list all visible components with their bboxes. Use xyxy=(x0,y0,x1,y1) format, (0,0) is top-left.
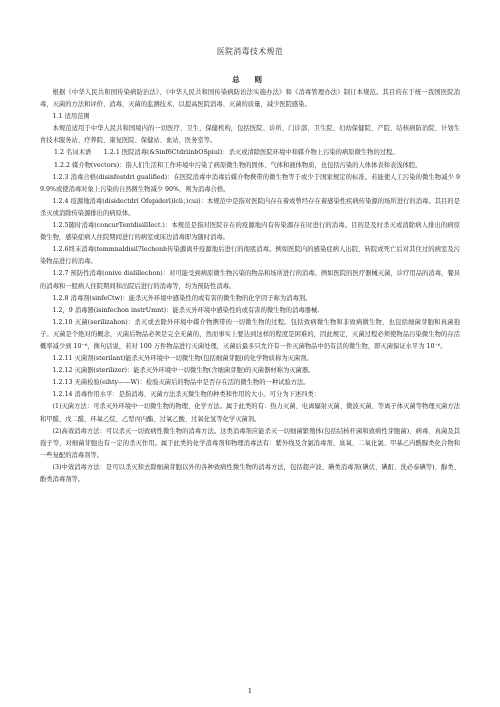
definition-1-2-7: 1.2.7 预防性消毒(onive dislillechon)：对可能受到病原微生物污染的物品和场所进行的消毒。例如医院的医疗器械灭菌，诊疗用品的消毒，餐具的消毒和一般病人住院期间和出院后进行的消毒等，均为预防性消毒。 xyxy=(40,270,460,290)
definition-1-2-14: 1.2.14 消毒作用水平：是指消毒、灭菌方法杀灭微生物的种类和作用的大小。可分为下述四类： xyxy=(52,391,321,399)
method-high-level: (2)高效消毒方法：可以杀灭一切致病性微生物的消毒方法。这类消毒剂应能杀灭一切细菌繁殖体(包括结核杆菌和致病性芽胞菌)、病毒、真菌及其孢子等，对细菌芽胞也有一定的杀灭作用。属于此类的化学消毒剂和物理消毒法有：紫外线及含氯消毒剂、臭氧、二氧化氯、甲基乙内酰脲类化合物和一些复配的消毒剂等。 xyxy=(40,427,460,459)
definition-1-2-1: 1.2 名词术语 1.2.1 医院消毒(&Sinf6CtdriinbOSpiul)：杀灭或清除医院环境中和媒介物上污染的病原微生物的过程。 xyxy=(54,149,399,157)
definition-1-2-4: 1.2.4 疫源地消毒(disidectdri Ofepiderl)lcli；)cui)：本规范中是指对医院内存在着或曾经存在着感染性疾病传染源的场所进行的消毒。其目的是杀灭或消除传染源排出的病原体。 xyxy=(40,197,460,217)
definition-1-2-8: 1.2.8 消毒剂(sinfeCtw)：能杀灭外环境中感染性的或有害的微生物的化学因子称为消毒剂。 xyxy=(52,294,312,302)
intro-paragraph: 根据《中华人民共和国传染病防治法》、《中华人民共和国传染病防治法实施办法》和《消毒管理办法》制订本规范。其目的在于统一我国医院消毒，灭菌的方法和评价、消毒、灭菌的监测技术，以提高医院消毒、灭菌的质量，减少医院感染。 xyxy=(40,89,460,109)
scope-paragraph: 本规范适用于中华人民共和国境内的一切医疗、卫生、保健机构，包括医院、诊所、门诊部、卫生院、妇幼保健院、产院、结核病防治院、计划生育技术服务站、疗养院、康复医院、保健站、血站、医务室等。 xyxy=(40,125,460,145)
document-body xyxy=(40,87,460,486)
definition-1-2-13: 1.2.13 无菌检验(eihty——W)：检验灭菌后的物品中是否存在活的微生物的一种试验方法。 xyxy=(52,379,310,387)
page-number: 1 xyxy=(247,687,253,695)
document-title: 医院消毒技术规范 xyxy=(216,47,284,56)
definition-1-2-9: 1.2，9 消毒器(isinfechon instrUmnt)：能杀灭外环境中感染性的或有害的微生物的消毒器械. xyxy=(52,306,320,314)
definition-1-2-6: 1.2.6终末消毒(temmnaldisil7lechonh传染源离开疫源地后进行的彻底消毒。例如医院内的感染症病人出院、转院或死亡后对其住过的病室及污染物品进行的消毒。 xyxy=(40,246,460,266)
section-heading: 总 则 xyxy=(232,75,268,84)
definition-1-2-10: 1.2.10 灭菌(serilizahon)：杀灭或去除外环境中媒介物携带的一切微生物的过程。包括致病微生物和非致病微生物，也包括细菌芽胞和真菌孢子。灭菌是个绝对的概念，灭菌后物品必须是完全无菌的，然而事实上要达到这样的程度是困难的，因此规定，灭菌过程必须使物品污染微生物的存活概率减少到 10⁻⁶，换句话说，若对 100 万件物品进行灭菌处理，灭菌后最多只允许有一件灭菌物品中仍有活的微生物，即灭菌保证水平为 10⁻⁶。 xyxy=(40,318,460,350)
definition-1-2-5: 1.2.5随时消毒(concurTentdisillIect.)：本规范是指对医院存在的疫源地内有传染源存在时进行的消毒。目的是及时杀灭或消除病人排出的病原微生物，感染症病人住院期间进行的病室或床边消毒即为随时消毒。 xyxy=(40,222,460,242)
method-intermediate-level: (3)中效消毒方法：是可以杀灭和去除细菌芽胞以外的各种致病性微生物的消毒方法，包括超声波、碘类消毒剂(碘伏、碘酊、洗必泰碘等)、醇类、酚类消毒剂等。 xyxy=(40,463,460,483)
definition-1-2-11: 1.2.11 灭菌剂(sterilant)能杀灭外环境中一切微生物(包括细菌芽胞)的化学物质称为灭菌剂。 xyxy=(52,355,313,363)
method-sterilization: (1)灭菌方法：可杀灭外环境中一切微生物的物理、化学方法。属于此类的有：热力灭菌、电离辐射灭菌、微波灭菌、等离子体灭菌等物理灭菌方法和甲醛、戊二醛、环氧乙烷、乙型丙内酯、过氧乙酸、过氧化氢等化学灭菌剂。 xyxy=(40,403,460,423)
definition-1-2-3: 1.2.3 消毒合格(disinfestdri gualified)：在医院消毒中消毒后媒介物携带的微生物等于或少于国家规定的标准。若能使人工污染的微生物减少 99.9%或使消毒对象上污染的自然微生物减少 90%，则为消毒合格。 xyxy=(40,173,460,193)
section-1-1-heading: 1.1 适用范围 xyxy=(52,113,90,121)
definition-1-2-2: 1.2.2 媒介物(vectors)：指人们生活和工作环境中污染了病原微生物的固体、气体和液体物质，也包括污染的人体体表和表浅体腔。 xyxy=(54,161,422,169)
definition-1-2-12: 1.2.12 灭菌器(sterilizer)：能杀灭外环境中一切微生物(含细菌芽胞)的灭菌器材称为灭菌器。 xyxy=(52,367,315,375)
